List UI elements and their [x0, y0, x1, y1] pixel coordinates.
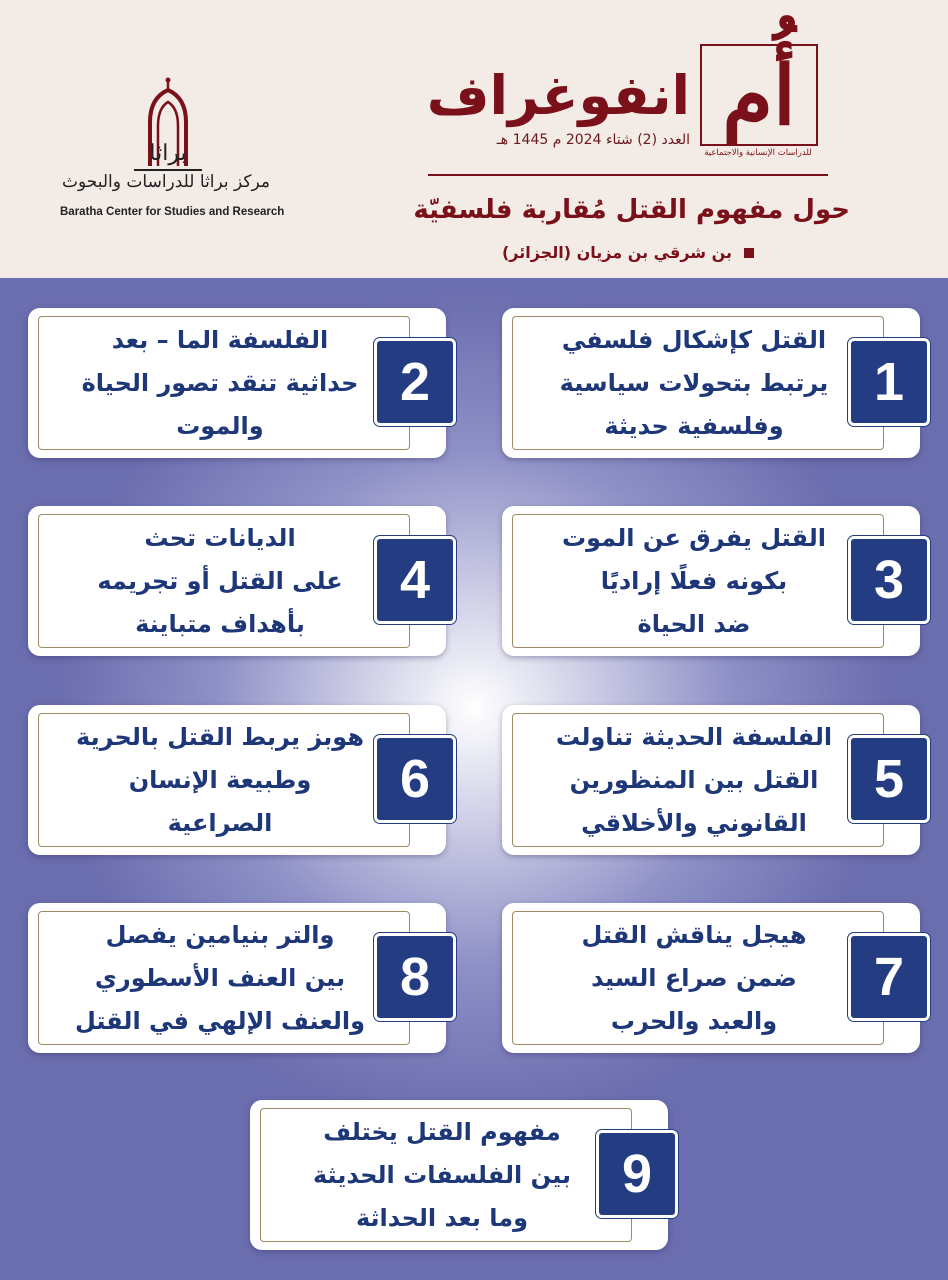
center-name-arabic: مركز براثا للدراسات والبحوث	[61, 172, 270, 192]
card-number-badge: 8	[374, 933, 456, 1021]
point-card-8	[28, 903, 446, 1053]
card-line: بأهداف متباينة	[135, 609, 305, 638]
card-line: ضمن صراع السيد	[591, 963, 797, 992]
card-line: الصراعية	[167, 808, 273, 837]
title-divider	[428, 174, 828, 176]
card-number-badge: 9	[596, 1130, 678, 1218]
point-card-5	[502, 705, 920, 855]
author-name: بن شرقي بن مزيان (الجزائر)	[501, 243, 732, 262]
card-line: هوبز يربط القتل بالحرية	[76, 722, 364, 751]
card-line: القانوني والأخلاقي	[581, 808, 807, 837]
card-line: الديانات تحث	[144, 523, 296, 552]
card-number-badge: 4	[374, 536, 456, 624]
center-name-english: Baratha Center for Studies and Research	[60, 206, 285, 218]
card-number-badge: 2	[374, 338, 456, 426]
card-line: هيجل يناقش القتل	[581, 920, 807, 949]
card-line: والعبد والحرب	[610, 1006, 778, 1035]
card-text	[50, 715, 390, 845]
author-bullet-icon	[744, 248, 754, 258]
card-line: وطبيعة الإنسان	[128, 765, 312, 794]
card-number-badge: 3	[848, 536, 930, 624]
card-line: بين العنف الأسطوري	[94, 963, 346, 992]
magazine-title: انفوغراف	[426, 64, 690, 127]
card-number-badge: 7	[848, 933, 930, 1021]
header-band	[0, 0, 948, 278]
card-text	[524, 516, 864, 646]
card-line: القتل كإشكال فلسفي	[561, 325, 827, 354]
issue-info: العدد (2) شتاء 2024 م 1445 هـ	[496, 132, 690, 148]
card-text	[50, 318, 390, 448]
card-line: والعنف الإلهي في القتل	[74, 1006, 366, 1035]
card-line: بين الفلسفات الحديثة	[312, 1160, 571, 1189]
card-text	[524, 913, 864, 1043]
point-card-1	[502, 308, 920, 458]
card-line: والموت	[176, 411, 264, 440]
card-line: وفلسفية حديثة	[604, 411, 784, 440]
baratha-emblem-text: براثا	[149, 141, 187, 166]
card-text	[272, 1110, 612, 1240]
magazine-logo: أُم	[722, 48, 796, 144]
card-text	[524, 318, 864, 448]
card-line: والتر بنيامين يفصل	[105, 920, 335, 949]
card-text	[524, 715, 864, 845]
card-number-badge: 1	[848, 338, 930, 426]
card-line: على القتل أو تجريمه	[97, 566, 343, 595]
article-title: حول مفهوم القتل مُقاربة فلسفيّة	[413, 195, 850, 225]
point-card-4	[28, 506, 446, 656]
card-line: حداثية تنقد تصور الحياة	[81, 368, 359, 397]
card-line: بكونه فعلًا إراديًا	[600, 566, 788, 595]
card-line: يرتبط بتحولات سياسية	[559, 368, 829, 397]
card-text	[50, 913, 390, 1043]
card-line: الفلسفة الما – بعد	[111, 325, 329, 354]
card-line: القتل بين المنظورين	[569, 765, 819, 794]
magazine-logo-subtitle: للدراسات الإنسانية والاجتماعية	[704, 148, 812, 158]
point-card-2	[28, 308, 446, 458]
point-card-7	[502, 903, 920, 1053]
card-line: القتل يفرق عن الموت	[562, 523, 826, 552]
point-card-6	[28, 705, 446, 855]
card-line: مفهوم القتل يختلف	[323, 1117, 561, 1146]
point-card-9	[250, 1100, 668, 1250]
card-text	[50, 516, 390, 646]
card-number-badge: 6	[374, 735, 456, 823]
card-line: ضد الحياة	[637, 609, 751, 638]
point-card-3	[502, 506, 920, 656]
card-number-badge: 5	[848, 735, 930, 823]
card-line: الفلسفة الحديثة تناولت	[555, 722, 833, 751]
baratha-emblem-icon	[120, 76, 216, 176]
card-line: وما بعد الحداثة	[355, 1203, 529, 1232]
